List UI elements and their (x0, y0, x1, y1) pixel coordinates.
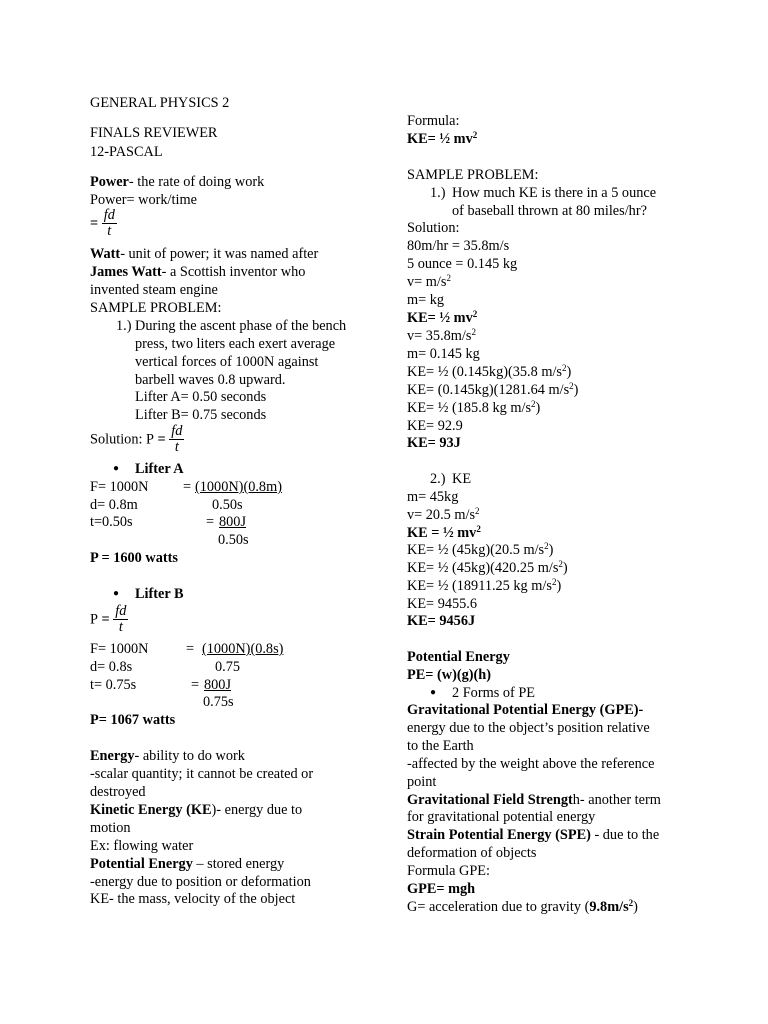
calc-line: KE= ½ (185.8 kg $m/s^2$) (407, 399, 541, 416)
calc-line: KE = ½ $mv^2$ (407, 524, 481, 541)
spe-definition: Strain Potential Energy (SPE) - due to the (407, 827, 660, 843)
doc-section: 12-PASCAL (90, 144, 163, 160)
calc-line: F= 1000N (90, 641, 149, 657)
lifter-b-formula: P = $\frac{fd}{t}$ (90, 603, 127, 635)
calc-line: 0.75s (203, 694, 234, 710)
calc-line: v= 20.5 $m/s^2$ (407, 506, 480, 523)
energy-definition: Energy- ability to do work (90, 748, 245, 764)
gpe-term: Gravitational Potential Energy (GPE)- (407, 702, 644, 718)
calc-result: KE= 9456J (407, 613, 476, 629)
calc-line: (1000N)(0.8m) (195, 479, 282, 495)
power-fraction: = $\frac{fd}{t}$ (90, 207, 115, 239)
calc-line: 800J (204, 677, 232, 693)
calc-line: t= 0.75s (90, 677, 137, 693)
problem-number: 2.) (430, 471, 446, 487)
calc-line: KE= ½ (45kg)(20.5 $m/s^2$) (407, 541, 554, 558)
fraction: $\frac{fd}{t}$ (103, 207, 115, 239)
gpe-formula: GPE= mgh (407, 881, 476, 897)
problem-line: Lifter B= 0.75 seconds (135, 407, 267, 423)
sample-problem-heading: SAMPLE PROBLEM: (407, 167, 539, 183)
calc-result: KE= 93J (407, 435, 461, 451)
problem-line: During the ascent phase of the bench (135, 318, 347, 334)
solution-label: Solution: (407, 220, 460, 236)
calc-line: = (183, 479, 192, 495)
doc-title: GENERAL PHYSICS 2 (90, 95, 230, 111)
calc-line: m= 45kg (407, 489, 459, 505)
text-line: destroyed (90, 784, 146, 800)
lifter-a-result: P = 1600 watts (90, 550, 178, 566)
calc-line: KE= ½ (45kg)(420.25 $m/s^2$) (407, 559, 568, 576)
problem-line: Lifter A= 0.50 seconds (135, 389, 267, 405)
bullet-icon: ● (430, 687, 437, 698)
text-line: KE- the mass, velocity of the object (90, 891, 296, 907)
problem-number: 1.) (430, 185, 446, 201)
lifter-b-result: P= 1067 watts (90, 712, 176, 728)
calc-line: = (191, 677, 200, 693)
calc-line: KE= 9455.6 (407, 596, 478, 612)
calc-line: KE= (0.145kg)(1281.64 $m/s^2$) (407, 381, 579, 398)
calc-line: = (206, 514, 215, 530)
text-line: point (407, 774, 437, 790)
text-line: for gravitational potential energy (407, 809, 596, 825)
kinetic-energy-definition: Kinetic Energy (KE)- energy due to (90, 802, 303, 818)
calc-line: (1000N)(0.8s) (202, 641, 284, 657)
text-line: motion (90, 820, 131, 836)
problem-number: 1.) (116, 318, 132, 334)
gravity-definition: G= acceleration due to gravity $(9.8m/s^2)$ (407, 898, 638, 915)
lifter-a-heading: ● Lifter A (113, 461, 184, 477)
calc-line: 0.50s (212, 497, 243, 513)
calc-line: 5 ounce = 0.145 kg (407, 256, 518, 272)
formula-label: Formula: (407, 113, 460, 129)
calc-line: 800J (219, 514, 247, 530)
problem-line: of baseball thrown at 80 miles/hr? (452, 203, 647, 219)
doc-subtitle: FINALS REVIEWER (90, 125, 218, 141)
problem-line: press, two liters each exert average (135, 336, 336, 352)
problem-line: vertical forces of 1000N against (135, 354, 319, 370)
calc-line: t=0.50s (90, 514, 133, 530)
lifter-b-heading: ● Lifter B (113, 586, 184, 602)
calc-line: d= 0.8s (90, 659, 133, 675)
calc-line: m= kg (407, 292, 445, 308)
calc-line: KE= ½ (18911.25 kg $m/s^2$) (407, 577, 562, 594)
text-line: -energy due to position or deformation (90, 874, 311, 890)
power-definition: Power- the rate of doing work (90, 174, 265, 190)
bullet-icon: ● (113, 463, 120, 474)
problem-line: barbell waves 0.8 upward. (135, 372, 286, 388)
fraction: $\frac{fd}{t}$ (171, 423, 183, 455)
watt-definition: Watt- unit of power; it was named after (90, 246, 319, 262)
calc-line: KE= ½ $mv^2$ (407, 309, 478, 326)
text-line: energy due to the object’s position relative (407, 720, 650, 736)
calc-line: 80m/hr = 35.8m/s (407, 238, 510, 254)
problem-line: How much KE is there in a 5 ounce (452, 185, 657, 201)
calc-line: $v= m/s^2$ (407, 273, 451, 290)
pe-heading: Potential Energy (407, 649, 510, 665)
text-line: to the Earth (407, 738, 474, 754)
ke-formula: KE= ½ $mv^2$ (407, 130, 478, 147)
calc-line: F= 1000N (90, 479, 149, 495)
calc-line: m= 0.145 kg (407, 346, 480, 362)
calc-line: KE= 92.9 (407, 418, 463, 434)
text-line: -affected by the weight above the reference (407, 756, 655, 772)
calc-line: 0.75 (215, 659, 241, 675)
power-formula: Power= work/time (90, 192, 197, 208)
pe-formula: PE= (w)(g)(h) (407, 667, 491, 683)
calc-line: 0.50s (218, 532, 249, 548)
james-watt-definition-cont: invented steam engine (90, 282, 218, 298)
text-line: Ex: flowing water (90, 838, 194, 854)
forms-of-pe: ● 2 Forms of PE (430, 685, 536, 701)
gfs-definition: Gravitational Field Strength- another term (407, 792, 661, 808)
calc-line: $v= 35.8m/s^2$ (407, 327, 476, 344)
potential-energy-definition: Potential Energy – stored energy (90, 856, 285, 872)
formula-gpe-label: Formula GPE: (407, 863, 491, 879)
calc-line: = (186, 641, 195, 657)
solution-formula: Solution: P = $\frac{fd}{t}$ (90, 423, 183, 455)
text-line: deformation of objects (407, 845, 537, 861)
sample-problem-heading: SAMPLE PROBLEM: (90, 300, 222, 316)
bullet-icon: ● (113, 588, 120, 599)
calc-line: KE= ½ (0.145kg)(35.8 $m/s^2$) (407, 363, 572, 380)
fraction: $\frac{fd}{t}$ (115, 603, 127, 635)
calc-line: d= 0.8m (90, 497, 138, 513)
problem-line: KE (452, 471, 472, 487)
james-watt-definition: James Watt- a Scottish inventor who (90, 264, 306, 280)
text-line: -scalar quantity; it cannot be created or (90, 766, 314, 782)
